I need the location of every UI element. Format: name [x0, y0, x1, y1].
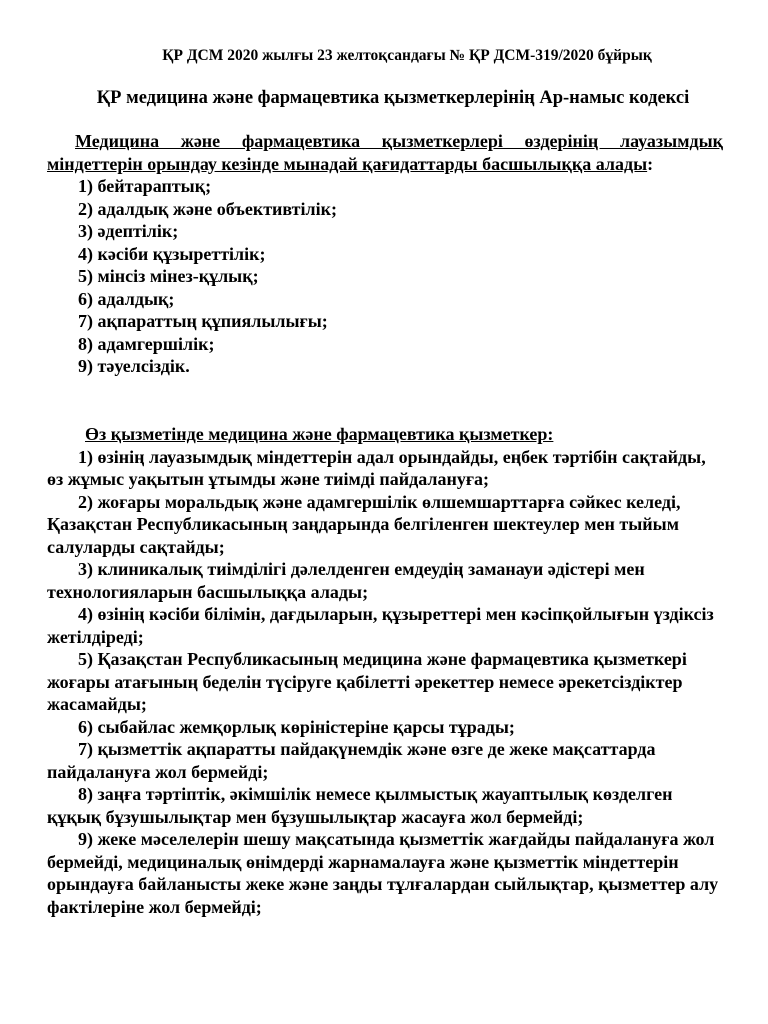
duty-item: 8) заңға тәртіптік, әкімшілік немесе қылмыстық жауаптылық көзделген құқық бұзушылықтар мен бұзушылықтар жасауға жол бермейді;: [47, 784, 673, 827]
principles-intro: [47, 130, 723, 175]
principle-item: 9) тәуелсіздік.: [78, 356, 190, 376]
duty-item: 9) жеке мәселелерін шешу мақсатында қызметтік жағдайды пайдалануға жол бермейді, медициналық өнімдерді жарнамалауға және қызметтік міндеттерін орындауға байланысты жеке және заңды тұлғалардан сыйлықтар, қызметтер алу фактілеріне жол бермейді;: [47, 829, 719, 917]
principle-item: 1) бейтараптық;: [78, 176, 212, 196]
principles-list: [47, 175, 723, 378]
principle-item: 3) әдептілік;: [78, 221, 179, 241]
principle-item: 2) адалдық және объективтілік;: [78, 198, 337, 219]
duty-item: 5) Қазақстан Республикасының медицина және фармацевтика қызметкері жоғары атағының беделін түсіруге қабілетті әрекеттер немесе әрекетсіздіктер жасамайды;: [47, 649, 687, 714]
document-title: ҚР медицина және фармацевтика қызметкерлерінің Ар-намыс кодексі: [96, 88, 690, 108]
duty-item: 2) жоғары моральдық және адамгершілік өлшемшарттарға сәйкес келеді, Қазақстан Республикасының заңдарында белгіленген шектеулер мен тыйым салуларды сақтайды;: [47, 491, 681, 557]
duty-item: 4) өзінің кәсіби білімін, дағдыларын, құзыреттері мен кәсіпқойлығын үздіксіз жетілдіреді;: [47, 604, 714, 647]
principle-item: 8) адамгершілік;: [78, 333, 215, 354]
principles-section: [47, 130, 723, 378]
duties-list: [47, 446, 723, 919]
duty-item: 1) өзінің лауазымдық міндеттерін адал орындайды, еңбек тәртібін сақтайды, өз жұмыс уақытын ұтымды және тиімді пайдалануға;: [47, 446, 706, 489]
duties-heading: [47, 423, 723, 446]
principle-item: 6) адалдық;: [78, 288, 175, 309]
duty-item: 7) қызметтік ақпаратты пайдақүнемдік және өзге де жеке мақсаттарда пайдалануға жол бермейді;: [47, 739, 656, 782]
principle-item: 4) кәсіби құзыреттілік;: [78, 243, 266, 264]
order-reference: ҚР ДСМ 2020 жылғы 23 желтоқсандағы № ҚР ДСМ-319/2020 бұйрық: [162, 47, 652, 64]
principle-item: 5) мінсіз мінез-құлық;: [78, 266, 259, 286]
principles-intro-text: Медицина және фармацевтика қызметкерлері өздерінің лауазымдық міндеттерін орындау кезінде мынадай қағидаттарды басшылыққа алады: [47, 131, 723, 174]
principle-item: 7) ақпараттың құпиялылығы;: [78, 311, 328, 331]
duties-section: [47, 423, 723, 918]
duties-heading-text: Өз қызметінде медицина және фармацевтика қызметкер:: [85, 424, 554, 444]
duty-item: 6) сыбайлас жемқорлық көріністеріне қарсы тұрады;: [78, 716, 515, 737]
duty-item: 3) клиникалық тиімділігі дәлелденген емдеудің заманауи әдістері мен технологияларын басшылыққа алады;: [47, 559, 645, 602]
principles-intro-colon: :: [647, 153, 654, 174]
